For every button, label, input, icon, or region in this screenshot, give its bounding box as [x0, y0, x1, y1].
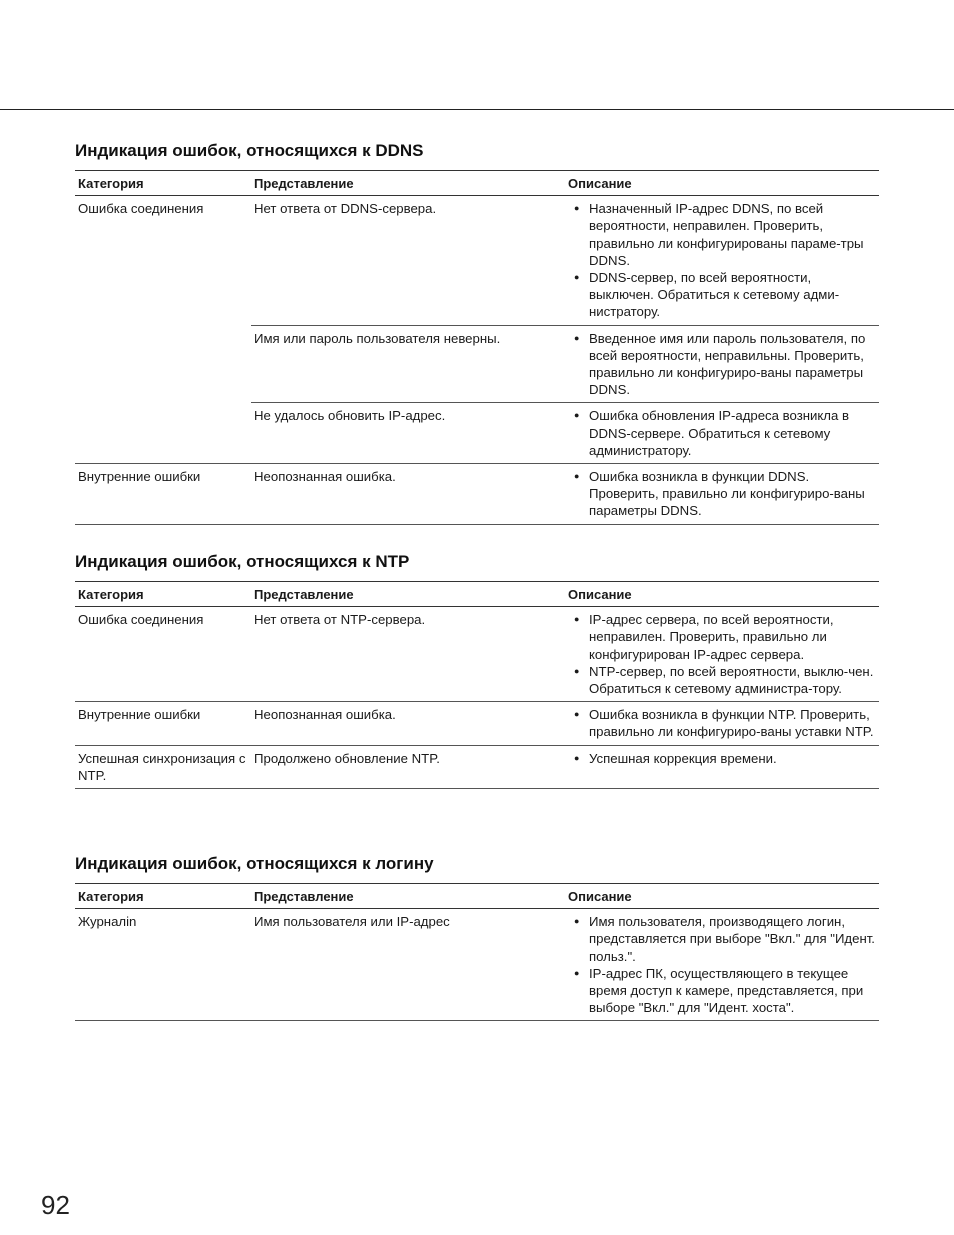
- page-number: 92: [41, 1190, 70, 1220]
- table-row: [75, 464, 879, 525]
- description-item: ● Введенное имя или пароль пользователя, по всей вероятности, неправильны. Проверить, правильно ли конфигуриро-ваны параметры DDNS.: [589, 330, 876, 399]
- table-header-row: [75, 884, 879, 909]
- description-cell: [565, 702, 879, 745]
- top-rule: [0, 109, 954, 110]
- category-cell: Внутренние ошибки: [75, 464, 251, 525]
- category-cell: Успешная синхронизация с NTP.: [75, 745, 251, 788]
- column-header: Представление: [251, 582, 565, 607]
- ddns-section: [75, 140, 879, 525]
- display-cell: Имя или пароль пользователя неверны.: [251, 325, 565, 403]
- table-row: [75, 909, 879, 1021]
- category-cell: [75, 325, 251, 403]
- description-cell: [565, 196, 879, 325]
- section-title: Индикация ошибок, относящихся к логину: [75, 854, 434, 873]
- description-item: ● Имя пользователя, производящего логин, представляется при выборе "Вкл." для "Идент. польз.".: [589, 913, 876, 965]
- display-cell: Имя пользователя или IP-адрес: [251, 909, 565, 1021]
- display-cell: Нет ответа от DDNS-сервера.: [251, 196, 565, 325]
- description-item: ● Успешная коррекция времени.: [589, 750, 876, 767]
- table-row: [75, 745, 879, 788]
- column-header: Описание: [565, 171, 879, 196]
- description-cell: [565, 464, 879, 525]
- ddns-table: [75, 170, 879, 525]
- display-cell: Не удалось обновить IP-адрес.: [251, 403, 565, 464]
- display-cell: Продолжено обновление NTP.: [251, 745, 565, 788]
- display-cell: Нет ответа от NTP-сервера.: [251, 607, 565, 702]
- login-table: [75, 883, 879, 1021]
- description-item: ● Ошибка обновления IP-адреса возникла в DDNS-сервере. Обратиться к сетевому администратору.: [589, 407, 876, 459]
- description-item: ● IP-адрес ПК, осуществляющего в текущее время доступ к камере, представляется, при выборе "Вкл." для "Идент. хоста".: [589, 965, 876, 1017]
- table-header-row: [75, 582, 879, 607]
- column-header: Категория: [75, 884, 251, 909]
- table-row: [75, 403, 879, 464]
- table-row: [75, 196, 879, 325]
- login-section: [75, 853, 879, 1021]
- column-header: Категория: [75, 171, 251, 196]
- category-cell: [75, 403, 251, 464]
- description-item: ● Ошибка возникла в функции NTP. Проверить, правильно ли конфигуриро-ваны уставки NTP.: [589, 706, 876, 740]
- description-cell: [565, 745, 879, 788]
- category-cell: Внутренние ошибки: [75, 702, 251, 745]
- description-cell: [565, 403, 879, 464]
- description-cell: [565, 325, 879, 403]
- table-row: [75, 702, 879, 745]
- description-item: ● Назначенный IP-адрес DDNS, по всей вероятности, неправилен. Проверить, правильно ли конфигурированы параме-тры DDNS.: [589, 200, 876, 269]
- column-header: Представление: [251, 171, 565, 196]
- description-cell: [565, 909, 879, 1021]
- display-cell: Неопознанная ошибка.: [251, 464, 565, 525]
- display-cell: Неопознанная ошибка.: [251, 702, 565, 745]
- table-row: [75, 325, 879, 403]
- category-cell: Ошибка соединения: [75, 607, 251, 702]
- section-title: Индикация ошибок, относящихся к NTP: [75, 552, 410, 571]
- table-header-row: [75, 171, 879, 196]
- category-cell: Ошибка соединения: [78, 201, 204, 217]
- description-item: ● NTP-сервер, по всей вероятности, выклю-чен. Обратиться к сетевому администра-тору.: [589, 663, 876, 697]
- description-cell: [565, 607, 879, 702]
- description-item: ● Ошибка возникла в функции DDNS. Проверить, правильно ли конфигуриро-ваны параметры DDNS.: [589, 468, 876, 520]
- description-item: ● IP-адрес сервера, по всей вероятности, неправилен. Проверить, правильно ли конфигурирован IP-адрес сервера.: [589, 611, 876, 663]
- ntp-table: [75, 581, 879, 789]
- column-header: Представление: [251, 884, 565, 909]
- category-cell: Журналin: [75, 909, 251, 1021]
- description-item: ● DDNS-сервер, по всей вероятности, выключен. Обратиться к сетевому адми-нистратору.: [589, 269, 876, 321]
- column-header: Категория: [75, 582, 251, 607]
- section-title: Индикация ошибок, относящихся к DDNS: [75, 141, 424, 160]
- column-header: Описание: [565, 582, 879, 607]
- ntp-section: [75, 551, 879, 789]
- table-row: [75, 607, 879, 702]
- column-header: Описание: [565, 884, 879, 909]
